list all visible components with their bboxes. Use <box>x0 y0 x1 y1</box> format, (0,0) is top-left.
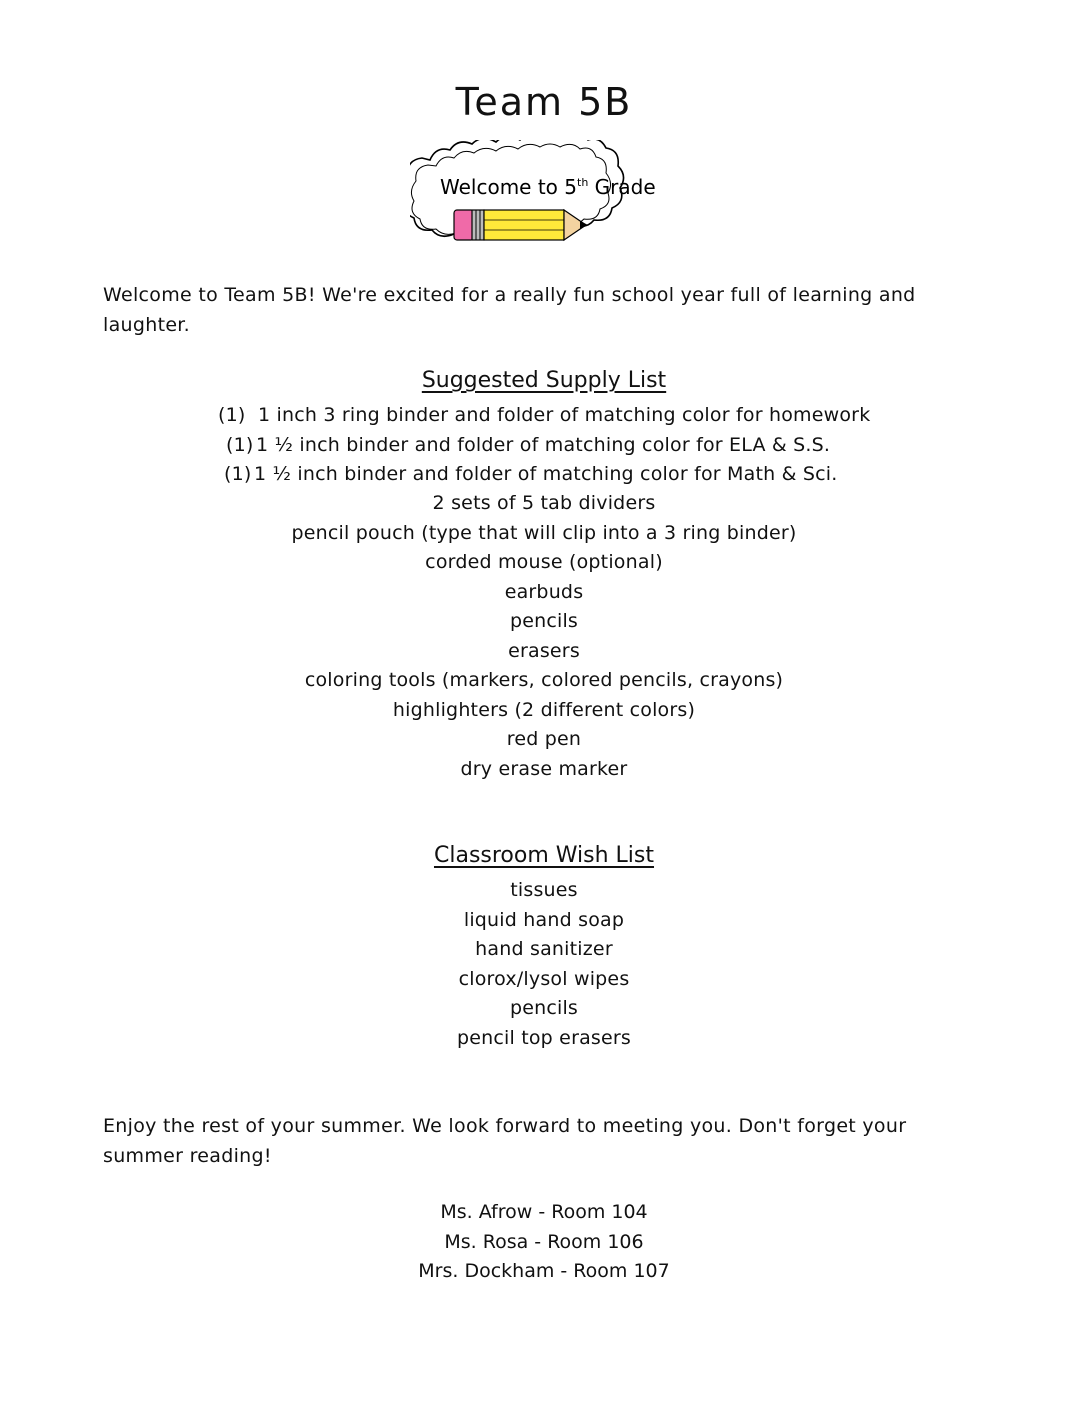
wish-list-heading: Classroom Wish List <box>433 843 655 868</box>
list-item: dry erase marker <box>460 757 628 780</box>
list-item: liquid hand soap <box>463 908 625 931</box>
supply-list-heading: Suggested Supply List <box>421 368 667 393</box>
banner-text-main: Welcome to 5 <box>440 175 578 199</box>
list-item <box>0 460 1088 490</box>
teacher-list <box>0 1198 1088 1287</box>
pencil-icon <box>454 210 588 240</box>
welcome-banner <box>410 140 680 248</box>
list-item: pencils <box>509 997 579 1019</box>
list-item <box>0 431 1088 461</box>
item-text: 1 inch 3 ring binder and folder of matching color for homework <box>258 404 871 426</box>
list-item: 2 sets of 5 tab dividers <box>432 492 656 514</box>
banner-text-sup: th <box>577 176 589 189</box>
intro-paragraph: Welcome to Team 5B! We're excited for a really fun school year full of learning and laughter. <box>103 284 916 336</box>
list-item: erasers <box>508 639 580 662</box>
closing-paragraph: Enjoy the rest of your summer. We look forward to meeting you. Don't forget your summer reading! <box>103 1115 907 1167</box>
supply-numbered-list <box>0 401 1088 490</box>
teacher-item: Ms. Rosa - Room 106 <box>444 1230 644 1253</box>
list-item: highlighters (2 different colors) <box>392 698 696 721</box>
list-item: coloring tools (markers, colored pencils, crayons) <box>304 669 784 691</box>
teacher-item: Mrs. Dockham - Room 107 <box>418 1260 670 1282</box>
list-item: clorox/lysol wipes <box>458 967 630 990</box>
list-item <box>0 401 1088 431</box>
list-item: earbuds <box>504 580 584 603</box>
item-number: (1) <box>226 433 254 456</box>
list-item: pencils <box>509 610 579 632</box>
item-number: (1) <box>224 463 252 485</box>
list-item: red pen <box>506 728 582 750</box>
svg-text:Welcome to 5th Grade <box>440 175 656 199</box>
list-item: corded mouse (optional) <box>425 551 663 573</box>
wish-list <box>0 876 1088 1053</box>
teacher-item: Ms. Afrow - Room 104 <box>440 1201 648 1223</box>
list-item: pencil top erasers <box>456 1026 632 1049</box>
item-number: (1) <box>218 404 246 426</box>
list-item: tissues <box>510 879 578 901</box>
page-title: Team 5B <box>455 80 633 124</box>
item-text: 1 ½ inch binder and folder of matching color for Math & Sci. <box>254 463 838 485</box>
banner-text-end: Grade <box>588 175 656 199</box>
list-item: hand sanitizer <box>475 938 613 960</box>
supply-list <box>0 489 1088 784</box>
list-item: pencil pouch (type that will clip into a 3 ring binder) <box>291 521 797 544</box>
item-text: 1 ½ inch binder and folder of matching color for ELA & S.S. <box>256 433 831 456</box>
